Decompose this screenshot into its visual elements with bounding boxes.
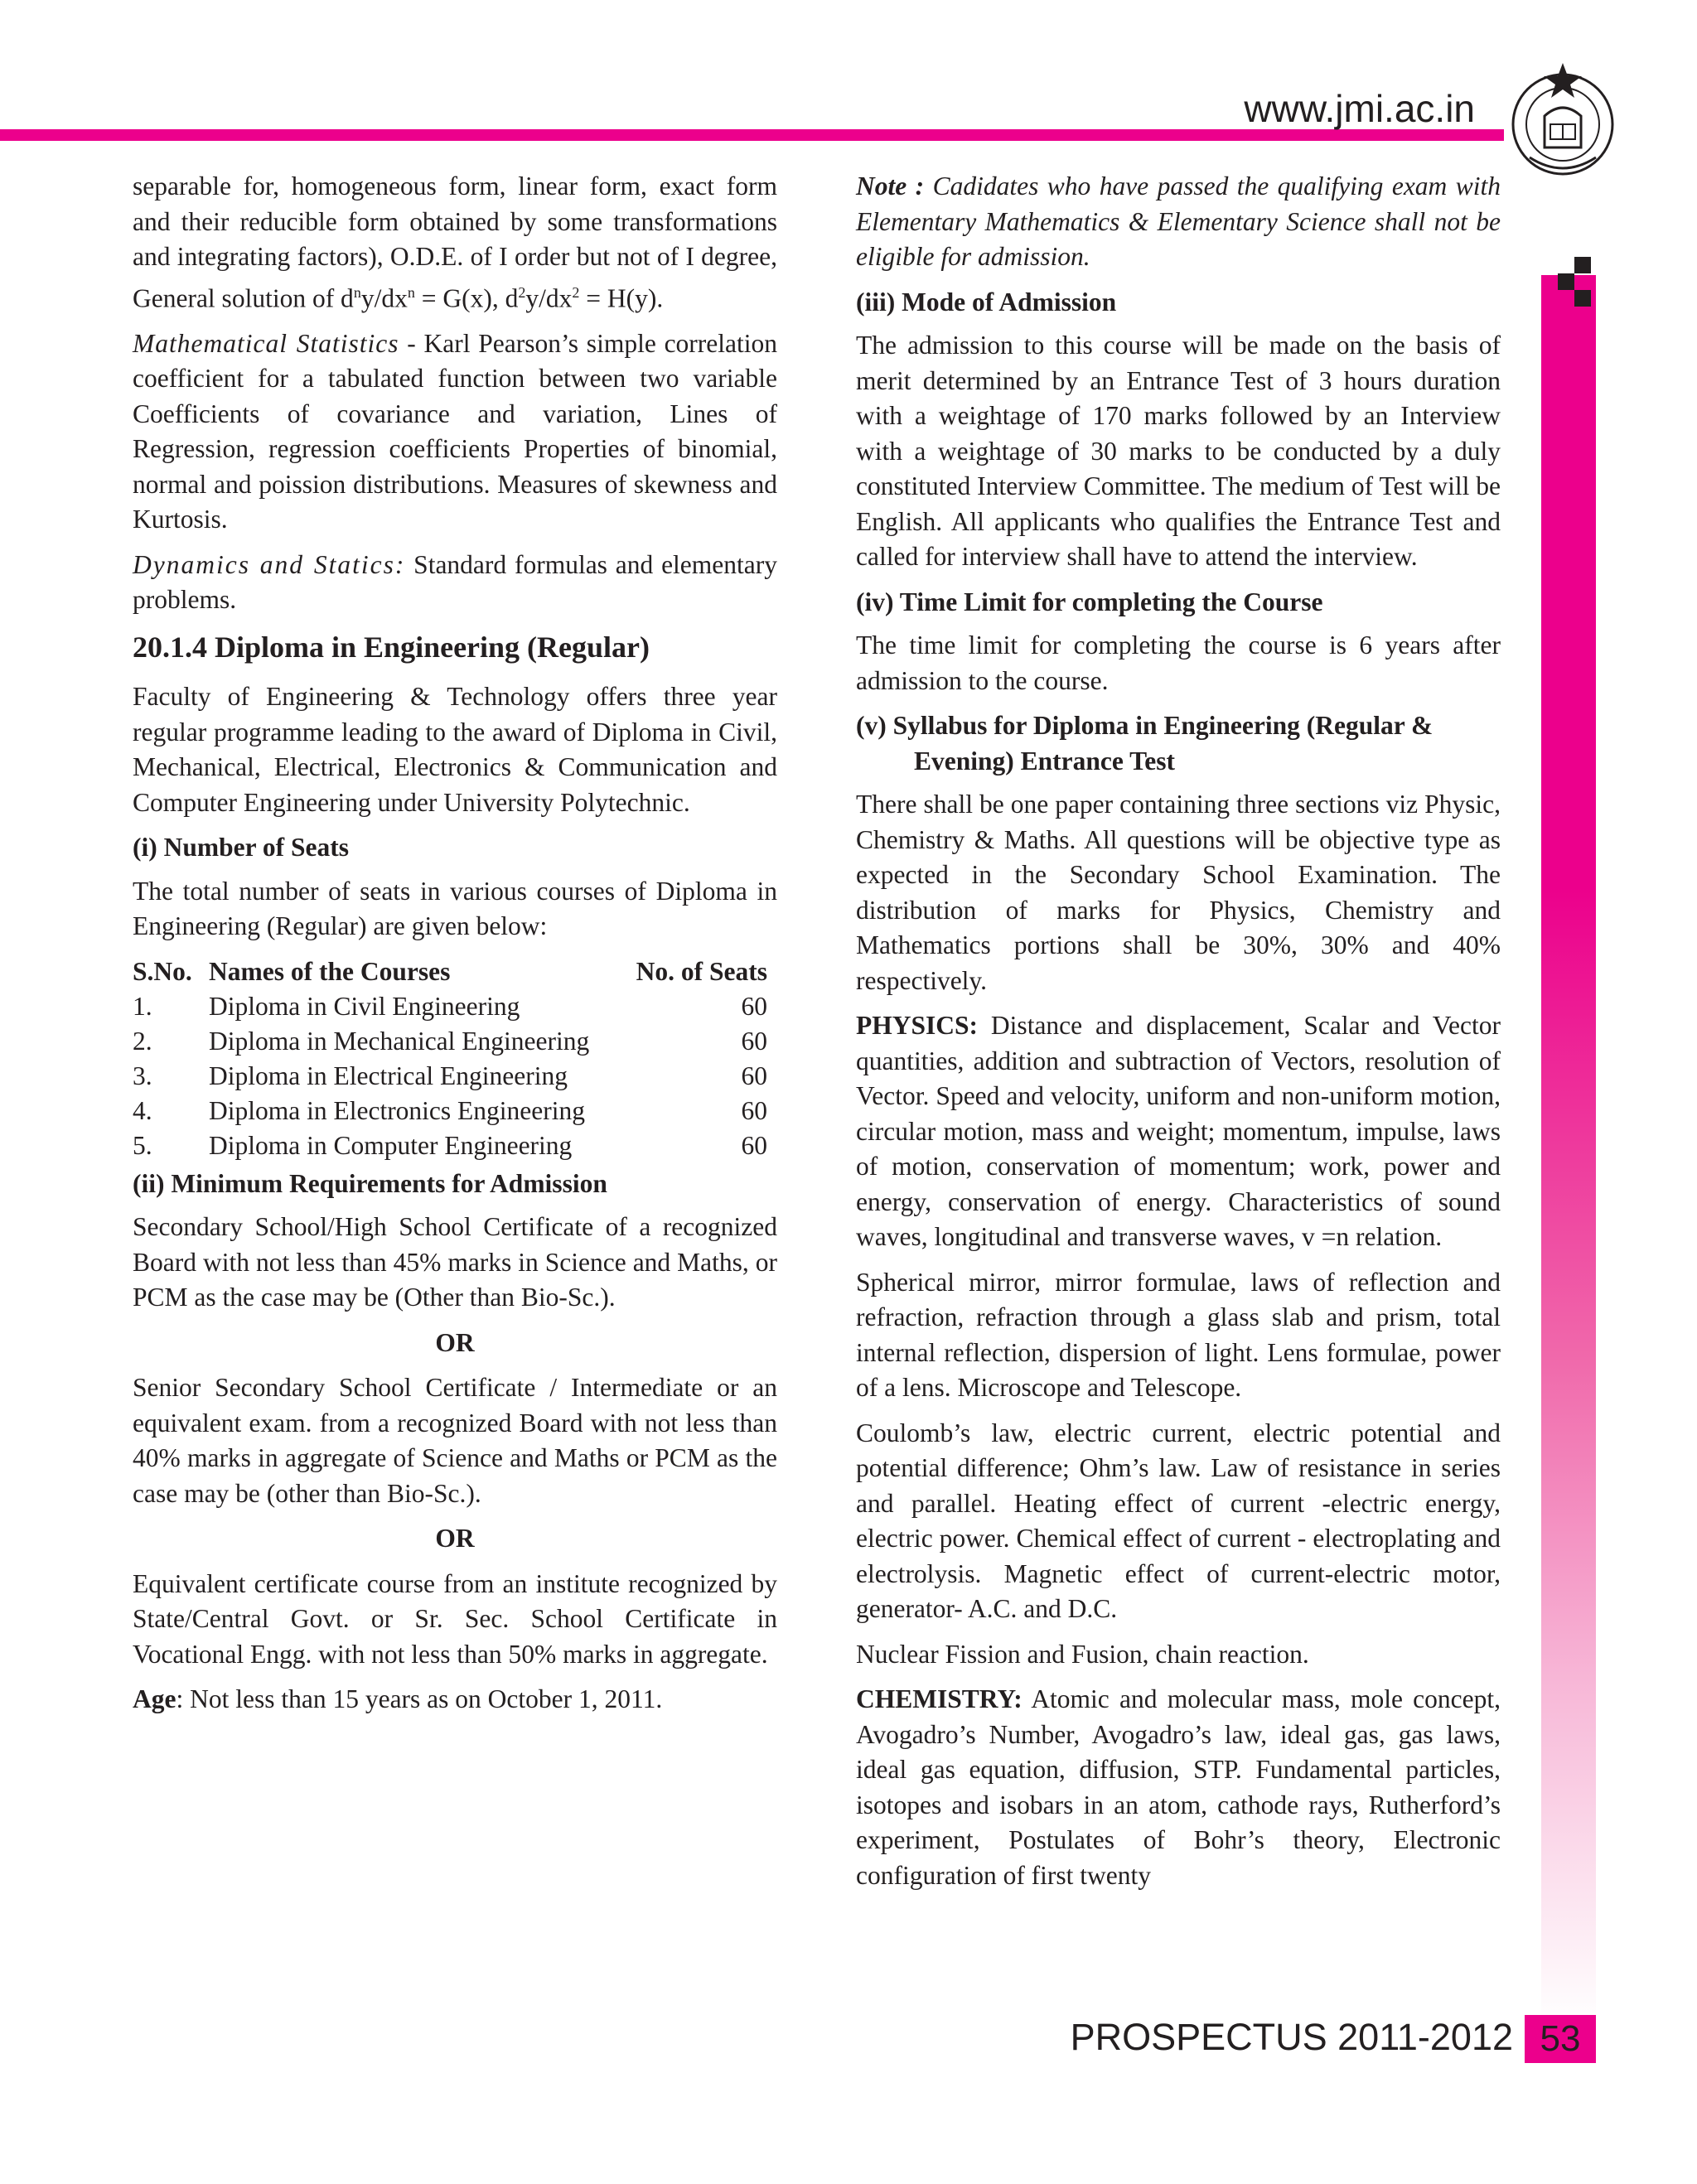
website-url[interactable]: www.jmi.ac.in — [1244, 87, 1475, 130]
cell-sno: 5. — [133, 1130, 152, 1160]
cell-name: Diploma in Electrical Engineering — [209, 1061, 568, 1090]
col-header-seats: No. of Seats — [636, 956, 767, 986]
nuclear-paragraph: Nuclear Fission and Fusion, chain reaction. — [856, 1639, 1309, 1669]
seats-intro: The total number of seats in various courses of Diploma in Engineering (Regular) are given below: — [133, 876, 777, 940]
statistics-paragraph: Mathematical Statistics - Karl Pearson’s simple correlation coefficient for a tabulated function between two variable Coefficients of covariance and variation, Lines of Regression, regression coefficients Properties of binomial, normal and poission distributions. Measures of skewness and Kurtosis. — [133, 328, 778, 534]
table-row — [133, 1059, 777, 1094]
prospectus-label: PROSPECTUS 2011-2012 — [1070, 2016, 1513, 2058]
ode-paragraph: separable for, homogeneous form, linear form, exact form and their reducible form obtained by some transformations and integrating factors), O.D.E. of I order but not of I degree, General solution of $d^ny/dx^n = G(x)$, $d^2y/dx^2 = H(y)$. — [133, 172, 777, 312]
mode-heading: (iii) Mode of Admission — [856, 287, 1117, 316]
side-color-band — [1541, 275, 1596, 2023]
note-paragraph: Note : Cadidates who have passed the qualifying exam with Elementary Mathematics & Elementary Science shall not be eligible for admission. — [856, 172, 1501, 271]
dynamics-paragraph: Dynamics and Statics: Standard formulas and elementary problems. — [133, 549, 777, 614]
table-header-row — [133, 954, 777, 989]
seats-heading: (i) Number of Seats — [133, 833, 350, 862]
cell-seats: 60 — [741, 1026, 767, 1056]
age-paragraph: Age: Not less than 15 years as on October 1, 2011. — [133, 1684, 663, 1713]
cell-name: Diploma in Electronics Engineering — [209, 1095, 585, 1125]
time-heading: (iv) Time Limit for completing the Course — [856, 587, 1323, 616]
electricity-paragraph: Coulomb’s law, electric current, electric potential and potential difference; Ohm’s law. Law of resistance in series and parallel. Heating effect of current -electric energy, electric power. Chemical effect of current - electroplating and electrolysis. Magnetic effect of current-electric motor, generator- A.C. and D.C. — [856, 1418, 1501, 1623]
requirement-3: Equivalent certificate course from an institute recognized by State/Central Govt. or Sr. Sec. School Certificate in Vocational Engg. with not less than 50% marks in aggregate. — [133, 1568, 777, 1669]
requirement-1: Secondary School/High School Certificate of a recognized Board with not less than 45% marks in Science and Maths, or PCM as the case may be (Other than Bio-Sc.). — [133, 1212, 777, 1312]
physics-paragraph: PHYSICS: Distance and displacement, Scalar and Vector quantities, addition and subtraction of Vectors, resolution of Vector. Speed and velocity, uniform and non-uniform motion, circular motion, mass and weight; momentum, impulse, laws of motion, conservation of momentum; work, power and energy, conservation of energy. Characteristics of sound waves, longitudinal and transverse waves, v =n relation. — [856, 1011, 1501, 1251]
decor-square — [1574, 290, 1591, 307]
mode-paragraph: The admission to this course will be made on the basis of merit determined by an Entrance Test of 3 hours duration with a weightage of 170 marks followed by an Interview with a weightage of 30 marks to be conducted by a duly constituted Interview Committee. The medium of Test will be English. All applicants who qualifies the Entrance Test and called for interview shall have to attend the interview. — [856, 331, 1501, 571]
cell-seats: 60 — [741, 1130, 767, 1160]
time-paragraph: The time limit for completing the course is 6 years after admission to the course. — [856, 631, 1501, 695]
cell-sno: 1. — [133, 991, 152, 1021]
section-heading: 20.1.4 Diploma in Engineering (Regular) — [133, 630, 650, 664]
intro-paragraph: Faculty of Engineering & Technology offers three year regular programme leading to the award of Diploma in Civil, Mechanical, Electrical, Electronics & Communication and Computer Engineering under University Polytechnic. — [133, 682, 777, 817]
seats-table — [133, 954, 777, 1163]
chemistry-paragraph: CHEMISTRY: Atomic and molecular mass, mole concept, Avogadro’s Number, Avogadro’s law, ideal gas, gas laws, ideal gas equation, diffusion, STP. Fundamental particles, isotopes and isobars in an atom, cathode rays, Rutherford’s experiment, Postulates of Bohr’s theory, Electronic configuration of first twenty — [856, 1684, 1501, 1890]
table-row — [133, 989, 777, 1024]
right-column — [856, 169, 1501, 1903]
header-rule — [0, 129, 1504, 141]
cell-sno: 4. — [133, 1095, 152, 1125]
optics-paragraph: Spherical mirror, mirror formulae, laws of reflection and refraction, refraction through a glass slab and prism, total internal reflection, dispersion of light. Lens formulae, power of a lens. Microscope and Telescope. — [856, 1267, 1501, 1402]
table-row — [133, 1128, 777, 1163]
or-divider: OR — [435, 1524, 475, 1553]
cell-name: Diploma in Civil Engineering — [209, 991, 520, 1021]
table-row — [133, 1094, 777, 1128]
cell-seats: 60 — [741, 1095, 767, 1125]
cell-seats: 60 — [741, 1061, 767, 1090]
col-header-name: Names of the Courses — [209, 956, 451, 986]
min-req-heading: (ii) Minimum Requirements for Admission — [133, 1168, 607, 1198]
cell-seats: 60 — [741, 991, 767, 1021]
decor-square — [1558, 273, 1574, 290]
table-row — [133, 1024, 777, 1059]
page-number: 53 — [1525, 2015, 1596, 2063]
syllabus-paragraph: There shall be one paper containing three sections viz Physic, Chemistry & Maths. All questions will be objective type as expected in the Secondary School Examination. The distribution of marks for Physics, Chemistry and Mathematics portions shall be 30%, 30% and 40% respectively. — [856, 790, 1501, 995]
university-emblem-icon — [1505, 58, 1621, 182]
or-divider: OR — [435, 1327, 475, 1357]
col-header-sno: S.No. — [133, 956, 192, 986]
cell-sno: 3. — [133, 1061, 152, 1090]
cell-sno: 2. — [133, 1026, 152, 1056]
left-column — [133, 169, 777, 1727]
cell-name: Diploma in Computer Engineering — [209, 1130, 573, 1160]
cell-name: Diploma in Mechanical Engineering — [209, 1026, 590, 1056]
decor-square — [1574, 257, 1591, 273]
requirement-2: Senior Secondary School Certificate / Intermediate or an equivalent exam. from a recognized Board with not less than 40% marks in aggregate of Science and Maths or PCM as the case may be (other than Bio-Sc.). — [133, 1373, 777, 1508]
syllabus-heading: (v) Syllabus for Diploma in Engineering (Regular & Evening) Entrance Test — [856, 711, 1434, 776]
